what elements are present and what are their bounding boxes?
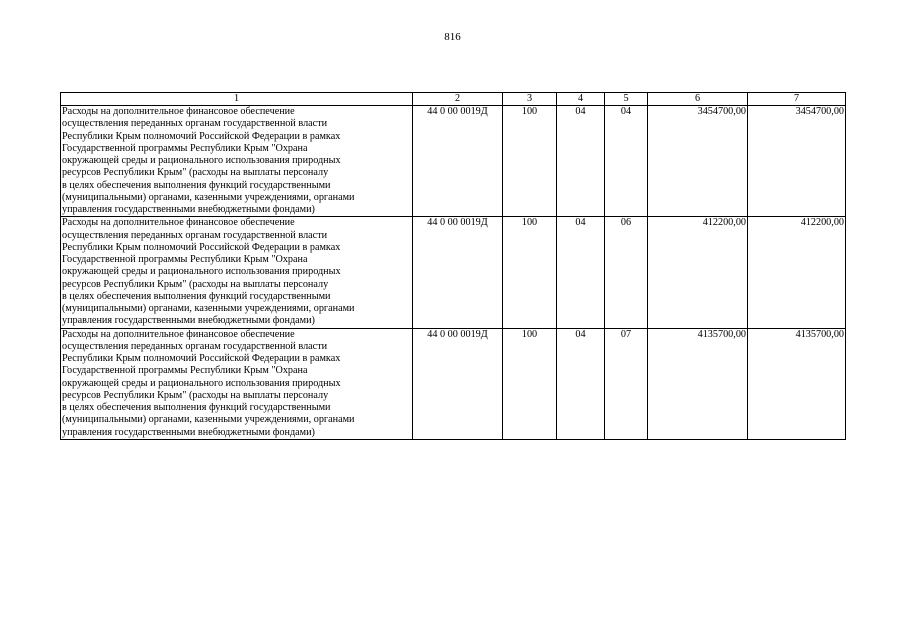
column-header-1: 1 [61,93,413,106]
column-header-7: 7 [748,93,846,106]
table-row [61,328,846,439]
budget-table [60,92,846,440]
row-description: Расходы на дополнительное финансовое обеспечение осуществления переданных органам государственной власти Республики Крым полномочий Российской Федерации в рамках Государственной программы Республики Крым "Охрана окружающей среды и рационального использования природных ресурсов Республики Крым" (расходы на выплаты персоналу в целях обеспечения выполнения функций государственными (муниципальными) органами, казенными учреждениями, органами управления государственными внебюджетными фондами) [61,328,413,439]
row-code: 44 0 00 0019Д [413,328,503,439]
header-row [61,93,846,106]
row-col3: 100 [503,106,557,217]
row-code: 44 0 00 0019Д [413,106,503,217]
row-description: Расходы на дополнительное финансовое обеспечение осуществления переданных органам государственной власти Республики Крым полномочий Российской Федерации в рамках Государственной программы Республики Крым "Охрана окружающей среды и рационального использования природных ресурсов Республики Крым" (расходы на выплаты персоналу в целях обеспечения выполнения функций государственными (муниципальными) органами, казенными учреждениями, органами управления государственными внебюджетными фондами) [61,217,413,328]
row-col4: 04 [557,217,605,328]
row-amount-6: 4135700,00 [648,328,748,439]
row-description: Расходы на дополнительное финансовое обеспечение осуществления переданных органам государственной власти Республики Крым полномочий Российской Федерации в рамках Государственной программы Республики Крым "Охрана окружающей среды и рационального использования природных ресурсов Республики Крым" (расходы на выплаты персоналу в целях обеспечения выполнения функций государственными (муниципальными) органами, казенными учреждениями, органами управления государственными внебюджетными фондами) [61,106,413,217]
column-header-6: 6 [648,93,748,106]
row-amount-6: 3454700,00 [648,106,748,217]
row-col3: 100 [503,217,557,328]
row-amount-7: 412200,00 [748,217,846,328]
row-code: 44 0 00 0019Д [413,217,503,328]
row-amount-6: 412200,00 [648,217,748,328]
row-amount-7: 3454700,00 [748,106,846,217]
column-header-4: 4 [557,93,605,106]
row-col5: 06 [605,217,648,328]
row-col5: 07 [605,328,648,439]
column-header-2: 2 [413,93,503,106]
table-row [61,217,846,328]
column-header-3: 3 [503,93,557,106]
table-row [61,106,846,217]
row-col3: 100 [503,328,557,439]
row-amount-7: 4135700,00 [748,328,846,439]
column-header-5: 5 [605,93,648,106]
row-col4: 04 [557,106,605,217]
page-number: 816 [444,31,461,43]
row-col5: 04 [605,106,648,217]
row-col4: 04 [557,328,605,439]
